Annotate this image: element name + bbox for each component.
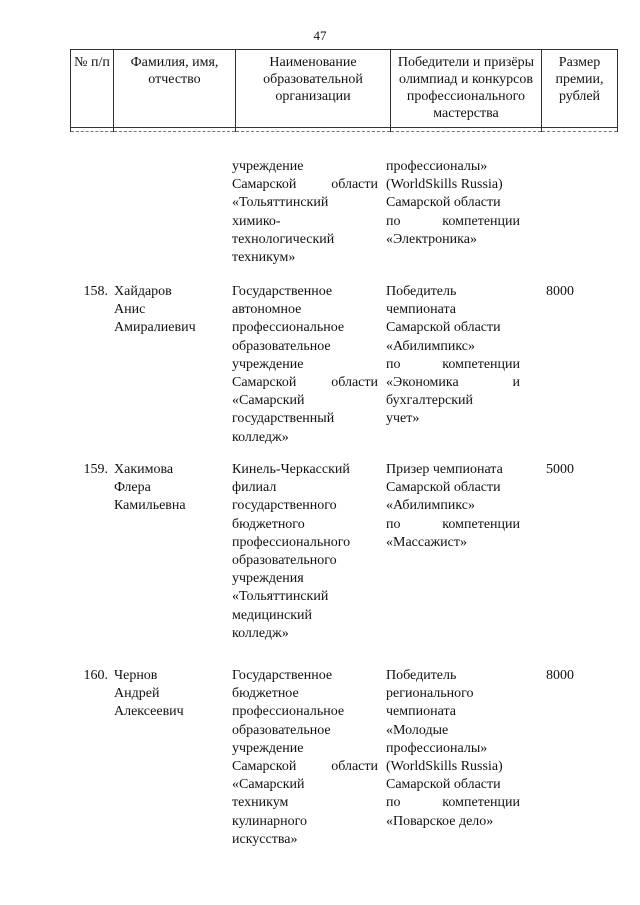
name-line: Андрей [114, 686, 160, 702]
name-line: Камильевна [114, 498, 186, 514]
org-line: образовательного [232, 552, 337, 568]
org-line: колледж» [232, 625, 289, 641]
org-line: профессиональное [232, 704, 345, 720]
header-winners: Победители и призёры олимпиад и конкурсов профессионального мастерства [391, 50, 542, 128]
name-line: Хакимова [114, 462, 174, 477]
page-number: 47 [313, 28, 327, 43]
winners-line: чемпионата [386, 302, 456, 318]
winners-line: «Электроника» [386, 231, 477, 247]
winners-line: «Молодые [386, 722, 449, 738]
winners-line: Самарской области [386, 195, 501, 211]
org-line: химико- [232, 213, 281, 229]
row-organization [232, 461, 378, 643]
org-line: бюджетное [232, 686, 299, 702]
org-line: «Самарский [232, 393, 305, 409]
org-line: Государственное [232, 668, 333, 683]
row-name [114, 667, 226, 722]
row-organization [232, 667, 378, 849]
row-number: 159. [83, 462, 108, 477]
row-prize: 8000 [546, 284, 574, 299]
row-prize: 8000 [546, 668, 574, 683]
header-name: Фамилия, имя, отчество [114, 50, 236, 128]
org-line: техникум [232, 795, 289, 811]
winners-line: чемпионата [386, 704, 456, 720]
org-line: учреждение [232, 159, 304, 174]
winners-line: по компетенции [386, 516, 520, 532]
org-line: учреждение [232, 740, 304, 756]
winners-line: бухгалтерский [386, 393, 473, 409]
winners-line: (WorldSkills Russia) [386, 758, 503, 774]
header-num: № п/п [71, 50, 114, 128]
org-line: образовательное [232, 338, 331, 354]
winners-line: «Массажист» [386, 534, 467, 550]
winners-line: профессионалы» [386, 159, 488, 174]
org-line: профессиональное [232, 320, 345, 336]
winners-line: «Абилимпикс» [386, 498, 476, 514]
org-line: техникум» [232, 249, 296, 265]
org-line: Кинель-Черкасский [232, 462, 350, 477]
winners-line: «Экономика и [386, 374, 520, 390]
winners-line: по компетенции [386, 356, 520, 372]
continuation-organization [232, 158, 378, 267]
winners-line: Самарской области [386, 777, 501, 793]
org-line: колледж» [232, 429, 289, 445]
header-prize: Размер премии, рублей [542, 50, 618, 128]
org-line: кулинарного [232, 813, 308, 829]
winners-line: Победитель [386, 284, 457, 299]
winners-line: учет» [386, 411, 420, 427]
org-line: медицинский [232, 607, 312, 623]
winners-line: профессионалы» [386, 740, 488, 756]
row-name [114, 461, 226, 516]
org-line: технологический [232, 231, 335, 247]
header-divider [71, 128, 618, 132]
name-line: Анис [114, 302, 146, 318]
row-winners [386, 461, 520, 552]
header-organization: Наименование образовательной организации [236, 50, 391, 128]
winners-line: (WorldSkills Russia) [386, 177, 503, 193]
row-prize: 5000 [546, 462, 574, 477]
table-header [70, 49, 618, 132]
org-line: филиал [232, 480, 277, 496]
winners-line: «Абилимпикс» [386, 338, 476, 354]
org-line: Самарской области [232, 177, 378, 193]
org-line: учреждения [232, 571, 304, 587]
org-line: «Самарский [232, 777, 305, 793]
org-line: искусства» [232, 831, 298, 847]
org-line: автономное [232, 302, 302, 318]
row-winners [386, 283, 520, 429]
name-line: Хайдаров [114, 284, 172, 299]
winners-line: Самарской области [386, 480, 501, 496]
org-line: профессионального [232, 534, 351, 550]
org-line: государственного [232, 498, 337, 514]
org-line: учреждение [232, 356, 304, 372]
row-organization [232, 283, 378, 447]
org-line: «Тольяттинский [232, 195, 329, 211]
name-line: Алексеевич [114, 704, 184, 720]
winners-line: по компетенции [386, 795, 520, 811]
org-line: образовательное [232, 722, 331, 738]
continuation-winners [386, 158, 520, 249]
winners-line: Самарской области [386, 320, 501, 336]
row-number: 160. [83, 668, 108, 683]
name-line: Чернов [114, 668, 158, 683]
winners-line: Призер чемпионата [386, 462, 503, 477]
org-line: бюджетного [232, 516, 305, 532]
org-line: государственный [232, 411, 335, 427]
winners-line: Победитель [386, 668, 457, 683]
org-line: Государственное [232, 284, 333, 299]
org-line: «Тольяттинский [232, 589, 329, 605]
winners-line: «Поварское дело» [386, 813, 494, 829]
winners-line: регионального [386, 686, 474, 702]
row-number: 158. [83, 284, 108, 299]
row-winners [386, 667, 520, 831]
org-line: Самарской области [232, 758, 378, 774]
org-line: Самарской области [232, 374, 378, 390]
row-name [114, 283, 226, 338]
name-line: Амиралиевич [114, 320, 196, 336]
winners-line: по компетенции [386, 213, 520, 229]
name-line: Флера [114, 480, 151, 496]
